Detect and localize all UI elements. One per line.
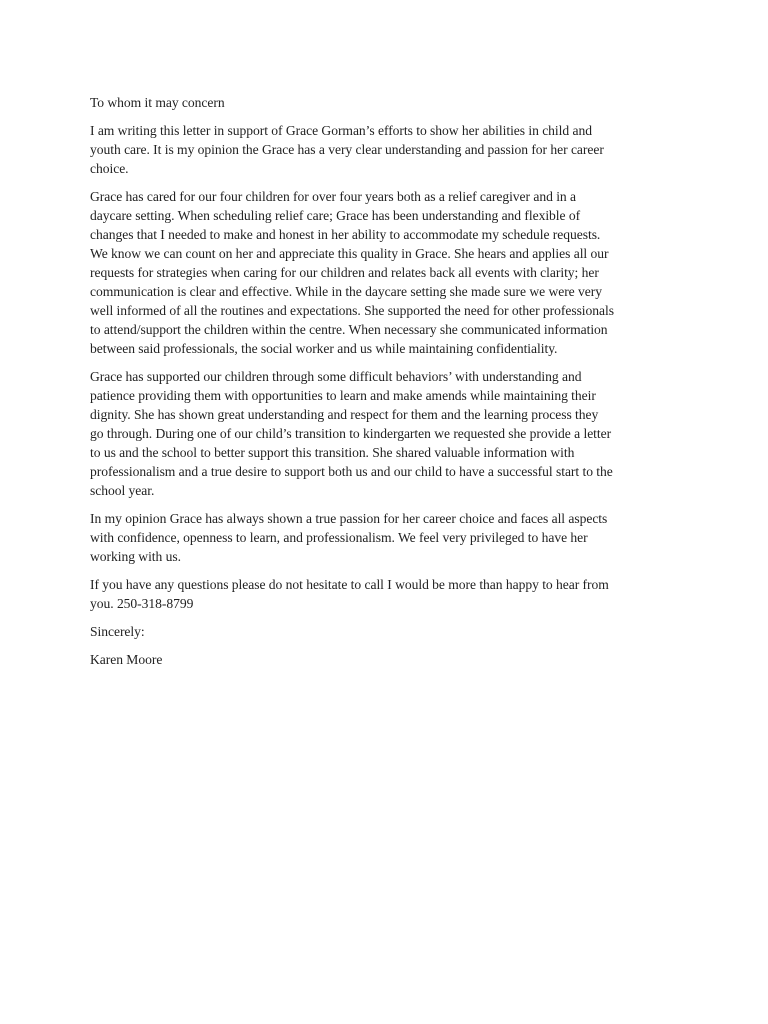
- paragraph-2-line-8: to attend/support the children within the centre. When necessary she communicated information: [90, 322, 608, 337]
- closing: [90, 622, 690, 641]
- paragraph-3-line-1: Grace has supported our children through some difficult behaviors’ with understanding and: [90, 369, 582, 384]
- paragraph-3-line-7: school year.: [90, 483, 155, 498]
- paragraph-2-line-2: daycare setting. When scheduling relief care; Grace has been understanding and flexible of: [90, 208, 581, 223]
- paragraph-3-line-3: dignity. She has shown great understanding and respect for them and the learning process they: [90, 407, 599, 422]
- paragraph-4-line-3: working with us.: [90, 549, 181, 564]
- paragraph-4: [90, 509, 690, 566]
- paragraph-4-line-1: In my opinion Grace has always shown a true passion for her career choice and faces all aspects: [90, 511, 608, 526]
- paragraph-2: [90, 187, 690, 358]
- paragraph-1-line-1: I am writing this letter in support of Grace Gorman’s efforts to show her abilities in child and: [90, 123, 592, 138]
- paragraph-2-line-5: requests for strategies when caring for our children and relates back all events with clarity; her: [90, 265, 599, 280]
- paragraph-2-line-3: changes that I needed to make and honest in her ability to accommodate my schedule requests.: [90, 227, 601, 242]
- paragraph-1-line-3: choice.: [90, 161, 129, 176]
- paragraph-3-line-6: professionalism and a true desire to support both us and our child to have a successful start to the: [90, 464, 613, 479]
- salutation-text: To whom it may concern: [90, 95, 225, 110]
- closing-text: Sincerely:: [90, 624, 145, 639]
- paragraph-5: [90, 575, 690, 613]
- salutation: [90, 93, 690, 112]
- paragraph-2-line-1: Grace has cared for our four children for over four years both as a relief caregiver and in a: [90, 189, 576, 204]
- paragraph-2-line-4: We know we can count on her and appreciate this quality in Grace. She hears and applies all our: [90, 246, 609, 261]
- paragraph-3-line-5: to us and the school to better support this transition. She shared valuable information with: [90, 445, 575, 460]
- signature: [90, 650, 690, 669]
- paragraph-5-line-2: you. 250-318-8799: [90, 596, 194, 611]
- paragraph-3: [90, 367, 690, 500]
- paragraph-1: [90, 121, 690, 178]
- paragraph-2-line-9: between said professionals, the social worker and us while maintaining confidentiality.: [90, 341, 558, 356]
- paragraph-3-line-2: patience providing them with opportunities to learn and make amends while maintaining their: [90, 388, 596, 403]
- paragraph-2-line-6: communication is clear and effective. While in the daycare setting she made sure we were very: [90, 284, 602, 299]
- letter-body: [90, 93, 690, 678]
- paragraph-4-line-2: with confidence, openness to learn, and professionalism. We feel very privileged to have her: [90, 530, 588, 545]
- signature-name: Karen Moore: [90, 652, 163, 667]
- paragraph-3-line-4: go through. During one of our child’s transition to kindergarten we requested she provide a letter: [90, 426, 612, 441]
- paragraph-5-line-1: If you have any questions please do not hesitate to call I would be more than happy to hear from: [90, 577, 609, 592]
- paragraph-2-line-7: well informed of all the routines and expectations. She supported the need for other professionals: [90, 303, 614, 318]
- paragraph-1-line-2: youth care. It is my opinion the Grace has a very clear understanding and passion for her career: [90, 142, 604, 157]
